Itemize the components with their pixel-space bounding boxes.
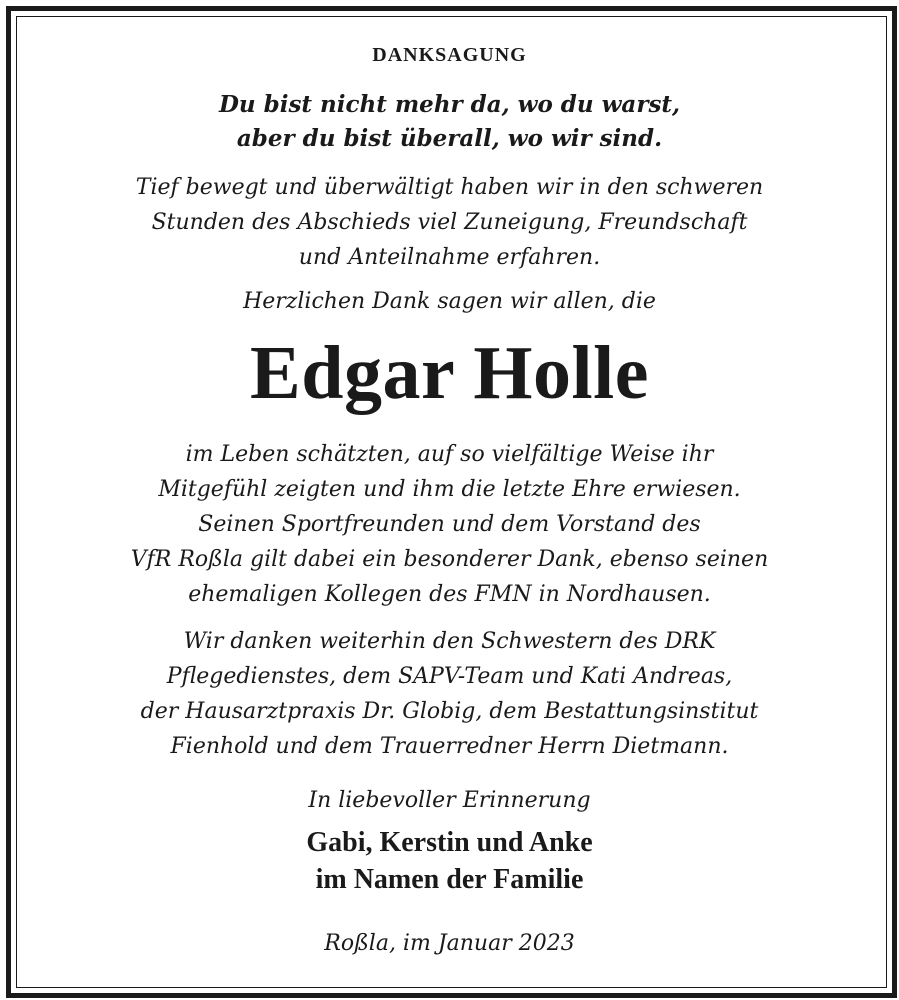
- signer-line: Gabi, Kerstin und Anke: [306, 827, 593, 858]
- text-line: Seinen Sportfreunden und dem Vorstand des: [198, 512, 701, 537]
- thanks-line: [0, 284, 899, 319]
- text-line: Herzlichen Dank sagen wir allen, die: [243, 289, 656, 314]
- text-line: Tief bewegt und überwältigt haben wir in den schweren: [135, 175, 764, 200]
- text-line: Fienhold und dem Trauerredner Herrn Dietmann.: [170, 734, 729, 759]
- place-date: [0, 926, 899, 961]
- deceased-name: Edgar Holle: [250, 331, 649, 415]
- text-line: im Leben schätzten, auf so vielfältige Weise ihr: [185, 442, 714, 467]
- motto-line: Du bist nicht mehr da, wo du warst,: [218, 91, 681, 118]
- additional-thanks-paragraph: [0, 624, 899, 764]
- text-line: ehemaligen Kollegen des FMN in Nordhausen.: [188, 582, 711, 607]
- text-line: der Hausarztpraxis Dr. Globig, dem Bestattungsinstitut: [140, 699, 759, 724]
- signers: [0, 824, 899, 898]
- intro-paragraph: [0, 170, 899, 275]
- text-line: und Anteilnahme erfahren.: [298, 245, 601, 270]
- text-line: Pflegedienstes, dem SAPV-Team und Kati Andreas,: [166, 664, 733, 689]
- text-line: In liebevoller Erinnerung: [308, 788, 591, 813]
- text-line: Wir danken weiterhin den Schwestern des DRK: [183, 629, 716, 654]
- motto-quote: [0, 88, 899, 156]
- text-line: VfR Roßla gilt dabei ein besonderer Dank, ebenso seinen: [130, 547, 769, 572]
- text-line: Roßla, im Januar 2023: [324, 931, 575, 956]
- text-line: Stunden des Abschieds viel Zuneigung, Freundschaft: [151, 210, 748, 235]
- text-line: Mitgefühl zeigten und ihm die letzte Ehre erwiesen.: [158, 477, 741, 502]
- notice-heading: DANKSAGUNG: [372, 44, 527, 66]
- motto-line: aber du bist überall, wo wir sind.: [236, 125, 663, 152]
- closing-line: [0, 783, 899, 818]
- body-paragraph: [0, 437, 899, 612]
- signer-line: im Namen der Familie: [315, 864, 584, 895]
